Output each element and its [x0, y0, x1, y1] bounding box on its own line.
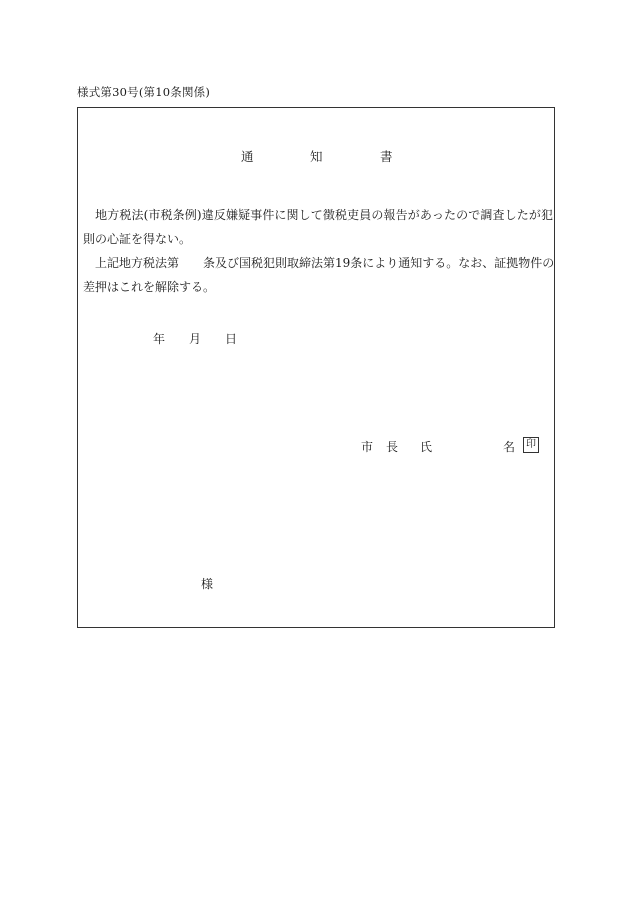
date-day-label: 日: [225, 332, 238, 346]
addressee-suffix: 様: [201, 577, 214, 591]
notice-title-char-3: 書: [380, 149, 393, 164]
body-line-4: 差押はこれを解除する。: [83, 280, 216, 294]
body-line-1: 地方税法(市税条例)違反嫌疑事件に関して徴税吏員の報告があったので調査したが犯: [83, 208, 553, 222]
body-line-3: 上記地方税法第 条及び国税犯則取締法第19条により通知する。なお、証拠物件の: [83, 256, 555, 270]
notice-title-char-1: 通: [241, 149, 254, 164]
mayor-label-char-2: 長: [386, 440, 399, 454]
name-label-char-1: 氏: [420, 440, 433, 454]
mayor-label-char-1: 市: [361, 440, 374, 454]
body-line-2: 則の心証を得ない。: [83, 232, 192, 246]
seal-stamp-box: 印: [523, 437, 539, 453]
date-year-label: 年: [153, 332, 166, 346]
name-label-char-2: 名: [503, 440, 516, 454]
form-number: 様式第30号(第10条関係): [77, 85, 211, 99]
notice-title-char-2: 知: [310, 149, 323, 164]
notice-frame: [77, 107, 555, 628]
date-month-label: 月: [189, 332, 202, 346]
